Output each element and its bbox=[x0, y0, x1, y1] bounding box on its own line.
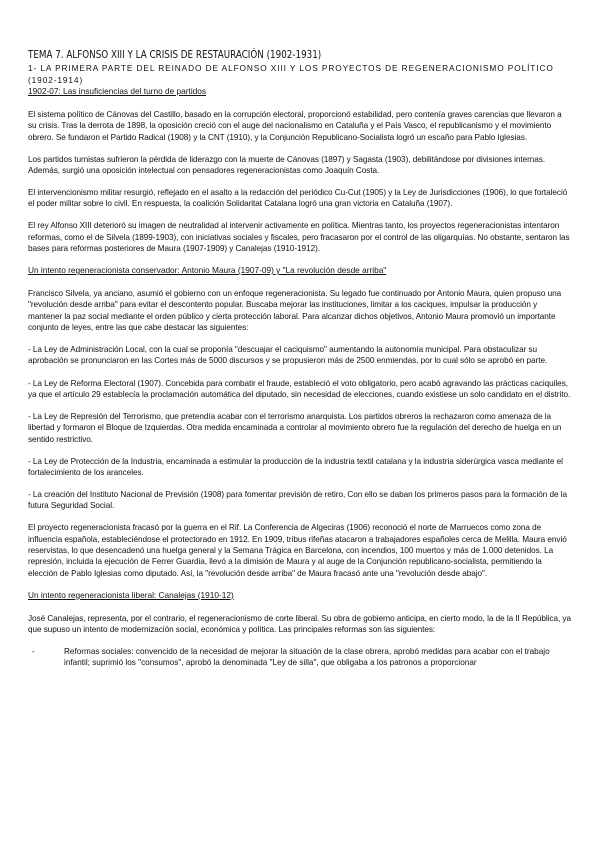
section-1-subheading: 1902-07: Las insuficiencias del turno de partidos bbox=[28, 86, 207, 96]
paragraph: El sistema político de Cánovas del Castillo, basado en la corrupción electoral, proporcionó estabilidad, pero contenía graves carencias que llevaron a su crisis. Tras la derrota de 1898, la oposición creció con el auge del nacionalismo en Cataluña y el País Vasco, el republicanismo y el movimiento obrero. Se fundaron el Partido Radical (1908) y la CNT (1910), y la Conjunción Republicano-Socialista logró un escaño para Pablo Iglesias. bbox=[28, 110, 562, 142]
list-item bbox=[28, 646, 572, 669]
paragraph: El proyecto regeneracionista fracasó por la guerra en el Rif. La Conferencia de Algeciras (1906) reconoció el norte de Marruecos como zona de influencia española, estableciéndose el protectorado en 1912. En 1909, tribus rifeñas atacaron a trabajadores españoles cerca de Melilla. Maura envió reservistas, lo que desencadenó una huelga general y la Semana Trágica en Barcelona, con incendios, 100 muertos y más de 1.000 detenidos. La represión, incluida la ejecución de Ferrer Guardia, llevó a la dimisión de Maura y al auge de la Conjunción republicano-socialista, permitiendo la elección de Pablo Iglesias como diputado. Así, la "revolución desde arriba" de Maura fracasó ante una "revolución desde abajo". bbox=[28, 523, 567, 578]
paragraph: Los partidos turnistas sufrieron la pérdida de liderazgo con la muerte de Cánovas (1897) y Sagasta (1903), debilitándose por divisiones internas. Además, surgió una oposición intelectual con pensadores regeneracionistas como Joaquín Costa. bbox=[28, 154, 546, 175]
law-item: - La Ley de Reforma Electoral (1907). Concebida para combatir el fraude, estableció el voto obligatorio, pero acabó agravando las prácticas caciquiles, ya que el artículo 29 establecía la proclamación automática del diputado, sin necesidad de elecciones, cuando existiese un solo candidato en el distrito. bbox=[28, 378, 571, 399]
canalejas-subheading: Un intento regeneracionista liberal: Canalejas (1910-12) bbox=[28, 589, 234, 600]
document-title: TEMA 7. ALFONSO XIII Y LA CRISIS DE RESTAURACIÓN (1902-1931) bbox=[28, 50, 322, 61]
paragraph: El rey Alfonso XIII deterioró su imagen de neutralidad al intervenir activamente en política. Mientras tanto, los proyectos regeneracionistas intentaron reformas, como el de Silvela (1899-1903), con iniciativas sociales y fiscales, pero fracasaron por el control de las oligarquías. No obstante, sentaron las bases para reformas posteriores de Maura (1907-1909) y Canalejas (1910-1912). bbox=[28, 221, 570, 254]
paragraph: José Canalejas, representa, por el contrario, el regeneracionismo de corte liberal. Su obra de gobierno anticipa, en cierto modo, la de la II República, ya que supuso un intento de modernización social, económica y política. Las principales reformas son las siguientes: bbox=[28, 613, 571, 634]
law-item: - La creación del Instituto Nacional de Previsión (1908) para fomentar previsión de retiro, Con ello se daban los primeros pasos para la formación de la futura Seguridad Social. bbox=[28, 490, 567, 511]
law-item: - La Ley de Represión del Terrorismo, que pretendía acabar con el terrorismo anarquista. Los partidos obreros la rechazaron como amenaza de la libertad y formaron el Bloque de Izquierdas. Otra medida encaminada a controlar al movimiento obrero fue la regulación del derecho de huelga en un sentido restrictivo. bbox=[28, 411, 562, 444]
paragraph: Francisco Silvela, ya anciano, asumió el gobierno con un enfoque regeneracionista. Su legado fue continuado por Antonio Maura, quien propuso una "revolución desde arriba" para evitar el descontento popular. Buscaba mejorar las instituciones, limitar a los caciques, impulsar la producción y mantener la paz social mediante el orden público y cierta protección laboral. Para alcanzar dichos objetivos, Antonio Maura promovió un importante conjunto de leyes, entre las que cabe destacar las siguientes: bbox=[28, 289, 562, 333]
maura-subheading: Un intento regeneracionista conservador: Antonio Maura (1907-09) y "La revolución desde arriba" bbox=[28, 265, 387, 276]
reforms-list bbox=[28, 646, 572, 669]
bullet-marker: - bbox=[32, 647, 35, 657]
list-item-text: Reformas sociales: convencido de la necesidad de mejorar la situación de la clase obrera, aprobó medidas para acabar con el trabajo infantil; suprimió los "consumos", aprobó la denominada "Ley de silla", que obligaba a los patronos a proporcionar bbox=[64, 647, 550, 668]
paragraph: El intervencionismo militar resurgió, reflejado en el asalto a la redacción del periódico Cu-Cut (1905) y la Ley de Jurisdicciones (1906), lo que fortaleció el poder militar sobre lo civil. En respuesta, la coalición Solidaritat Catalana logró una gran victoria en Cataluña (1907). bbox=[28, 188, 568, 209]
law-item: - La Ley de Administración Local, con la cual se proponía "descuajar el caciquismo" aumentando la autonomía municipal. Para obstaculizar su aprobación se pronunciaron en las Cortes más de 5000 discursos y se propusieron más de 2500 enmiendas, por lo cual sólo se aprobó en parte. bbox=[28, 345, 548, 366]
section-1-heading: 1- LA PRIMERA PARTE DEL REINADO DE ALFONSO XIII Y LOS PROYECTOS DE REGENERACIONISMO POLÍTICO (1902-1914) bbox=[28, 63, 554, 85]
law-item: - La Ley de Protección de la Industria, encaminada a estimular la producción de la industria textil catalana y la industria siderúrgica vasca mediante el fortalecimiento de los aranceles. bbox=[28, 456, 563, 477]
